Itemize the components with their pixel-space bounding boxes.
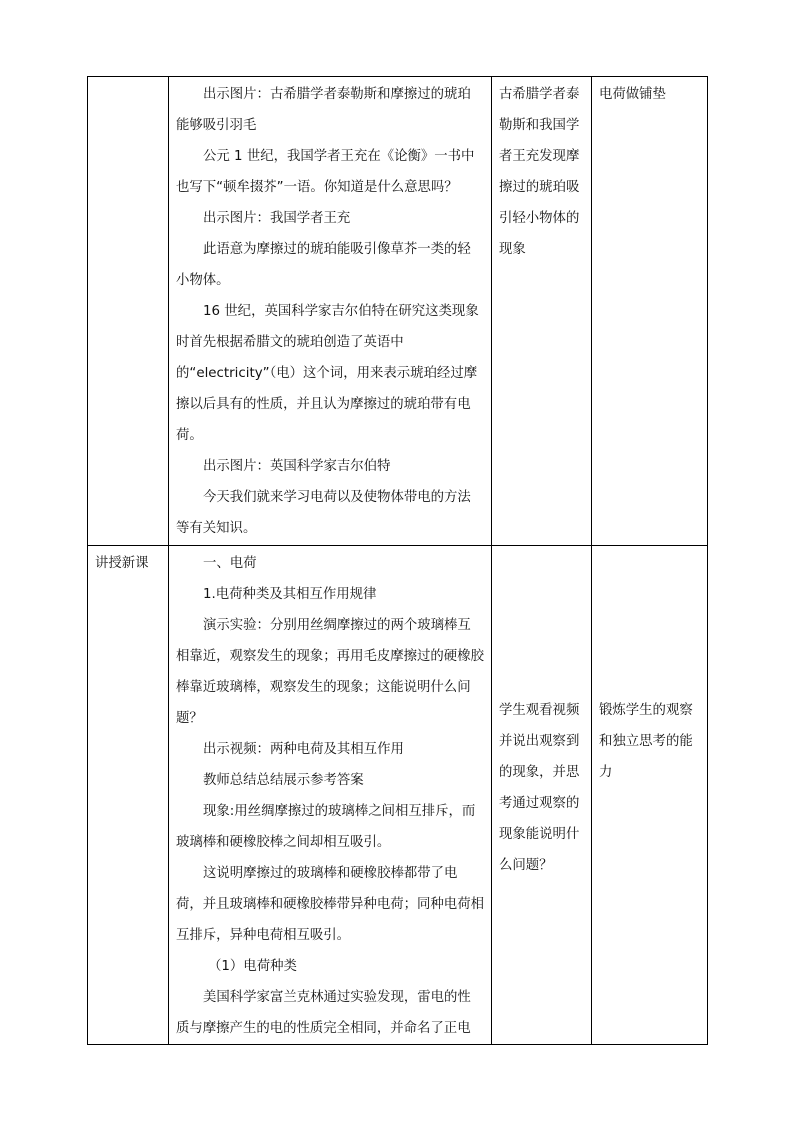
design-intent-text: 锻炼学生的观察和独立思考的能力 xyxy=(599,703,693,780)
paragraph: 出示图片：英国科学家吉尔伯特 xyxy=(203,459,391,474)
student-activity-cell xyxy=(492,546,592,1045)
paragraph: 出示视频：两种电荷及其相互作用 xyxy=(203,742,404,757)
paragraph: 教师总结总结展示参考答案 xyxy=(203,773,364,788)
design-intent-cell xyxy=(592,546,708,1045)
design-intent-cell: 电荷做铺垫 xyxy=(592,77,708,546)
paragraph: 今天我们就来学习电荷以及使物体带电的方法等有关知识。 xyxy=(176,490,471,536)
paragraph: （1）电荷种类 xyxy=(208,959,297,974)
paragraph: 16 世纪，英国科学家吉尔伯特在研究这类现象时首先根据希腊文的琥珀创造了英语中的“electricity”（电）这个词，用来表示琥珀经过摩擦以后具有的性质，并且认为摩擦过的琥珀带有电荷。 xyxy=(176,304,479,443)
paragraph: 出示图片：古希腊学者泰勒斯和摩擦过的琥珀能够吸引羽毛 xyxy=(176,87,471,133)
paragraph: 此语意为摩擦过的琥珀能吸引像草芥一类的轻小物体。 xyxy=(176,242,471,288)
teaching-content-cell xyxy=(169,546,492,1045)
paragraph: 公元 1 世纪，我国学者王充在《论衡》一书中也写下“顿牟掇芥”一语。你知道是什么意思吗？ xyxy=(176,149,475,195)
paragraph: 现象:用丝绸摩擦过的玻璃棒之间相互排斥，而玻璃棒和硬橡胶棒之间却相互吸引。 xyxy=(176,804,476,850)
teaching-content-cell xyxy=(169,77,492,546)
stage-cell xyxy=(88,77,169,546)
stage-cell: 讲授新课 xyxy=(88,546,169,1045)
paragraph: 美国科学家富兰克林通过实验发现，雷电的性质与摩擦产生的电的性质完全相同，并命名了正电 xyxy=(176,990,471,1036)
table-row xyxy=(88,546,708,1045)
lesson-plan-table xyxy=(87,76,708,1045)
student-activity-cell: 古希腊学者泰勒斯和我国学者王充发现摩擦过的琥珀吸引轻小物体的现象 xyxy=(492,77,592,546)
paragraph: 一、电荷 xyxy=(203,556,257,571)
paragraph: 出示图片：我国学者王充 xyxy=(203,211,351,226)
paragraph: 这说明摩擦过的玻璃棒和硬橡胶棒都带了电荷，并且玻璃棒和硬橡胶棒带异种电荷；同种电荷相互排斥，异种电荷相互吸引。 xyxy=(176,866,484,943)
paragraph: 演示实验：分别用丝绸摩擦过的两个玻璃棒互相靠近，观察发生的现象；再用毛皮摩擦过的硬橡胶棒靠近玻璃棒，观察发生的现象；这能说明什么问题？ xyxy=(176,618,484,726)
table-row xyxy=(88,77,708,546)
paragraph: 1.电荷种类及其相互作用规律 xyxy=(203,587,377,602)
student-activity-text: 学生观看视频并说出观察到的现象，并思考通过观察的现象能说明什么问题？ xyxy=(499,703,580,873)
